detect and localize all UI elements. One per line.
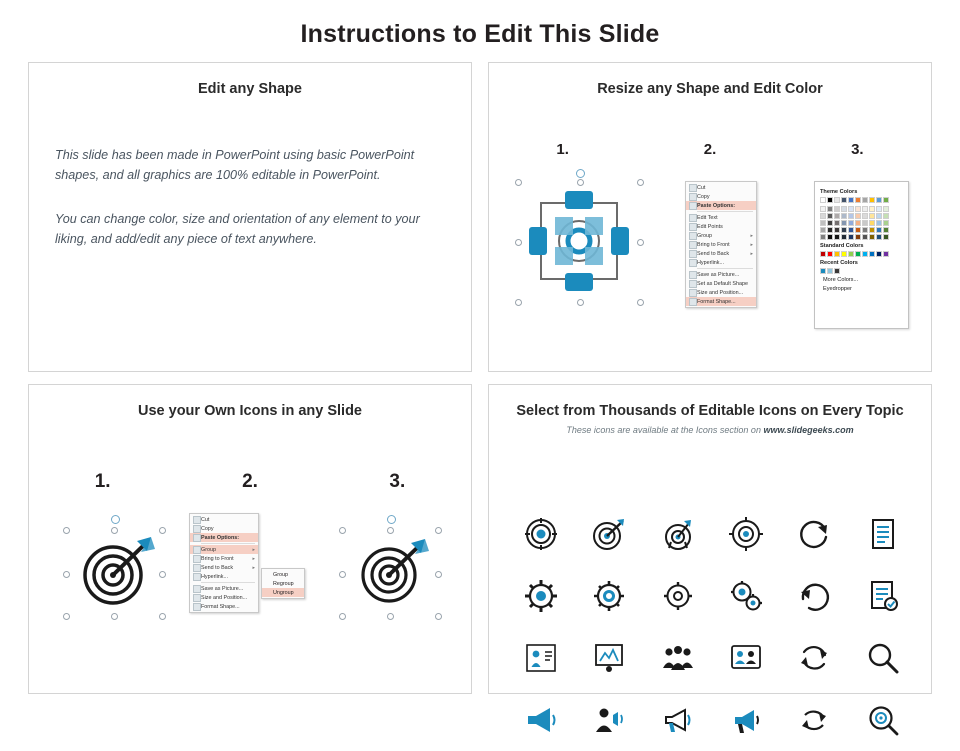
menu-item-send-to-back[interactable] bbox=[686, 249, 756, 258]
swatch[interactable] bbox=[841, 197, 847, 203]
menu-label: Paste Options: bbox=[697, 202, 736, 209]
chevron-right-icon: ▸ bbox=[750, 250, 753, 257]
menu-label: Format Shape... bbox=[697, 298, 736, 305]
target-dart-icon bbox=[347, 525, 437, 615]
panel-title-edit-shape: Edit any Shape bbox=[198, 81, 302, 97]
swatch[interactable] bbox=[876, 197, 882, 203]
recent-swatch-row[interactable] bbox=[820, 268, 903, 274]
menu-item-format-shape[interactable] bbox=[190, 602, 258, 611]
swatch[interactable] bbox=[820, 197, 826, 203]
resize-handle-nw[interactable] bbox=[63, 527, 70, 534]
chevron-right-icon: ▸ bbox=[252, 546, 255, 553]
shape-context-menu[interactable] bbox=[685, 181, 757, 308]
standard-colors-label: Standard Colors bbox=[820, 243, 864, 249]
refresh-clockwise-icon[interactable] bbox=[797, 517, 831, 551]
menu-separator bbox=[201, 543, 255, 544]
menu-item-size-and-position[interactable] bbox=[686, 288, 756, 297]
swatch-col[interactable] bbox=[827, 206, 833, 240]
rotation-handle[interactable] bbox=[387, 515, 396, 524]
swatch[interactable] bbox=[883, 251, 889, 257]
theme-colors-label: Theme Colors bbox=[820, 189, 858, 195]
send-back-icon bbox=[689, 250, 697, 258]
swatch[interactable] bbox=[862, 251, 868, 257]
panel-edit-shape bbox=[28, 62, 472, 372]
color-picker-panel[interactable] bbox=[814, 181, 909, 329]
person-podium-icon[interactable] bbox=[524, 641, 558, 675]
submenu-label: Regroup bbox=[273, 580, 294, 587]
menu-label: Group bbox=[201, 546, 216, 553]
submenu-item-ungroup[interactable] bbox=[262, 588, 304, 597]
menu-item-edit-points[interactable] bbox=[686, 222, 756, 231]
swatch[interactable] bbox=[834, 251, 840, 257]
menu-label: Cut bbox=[697, 184, 706, 191]
checklist-icon[interactable] bbox=[866, 579, 900, 613]
resize-handle-nw[interactable] bbox=[515, 179, 522, 186]
resize-handle-w[interactable] bbox=[63, 571, 70, 578]
hyperlink-icon bbox=[193, 573, 201, 581]
menu-label: Send to Back bbox=[201, 564, 234, 571]
swatch[interactable] bbox=[855, 197, 861, 203]
shape-svg bbox=[519, 181, 639, 301]
panel-title-own-icons: Use your Own Icons in any Slide bbox=[138, 403, 362, 419]
menu-item-cut[interactable] bbox=[686, 183, 756, 192]
swatch[interactable] bbox=[862, 197, 868, 203]
resize-handle-n[interactable] bbox=[111, 527, 118, 534]
menu-label: Edit Points bbox=[697, 223, 723, 230]
swatch[interactable] bbox=[876, 251, 882, 257]
swatch-col[interactable] bbox=[848, 206, 854, 240]
chevron-right-icon: ▸ bbox=[252, 564, 255, 571]
resize-handle-sw[interactable] bbox=[63, 613, 70, 620]
menu-label: Copy bbox=[201, 525, 214, 532]
editable-shape-graphic[interactable] bbox=[519, 181, 639, 301]
resize-handle-ne[interactable] bbox=[159, 527, 166, 534]
menu-label: Size and Position... bbox=[697, 289, 744, 296]
icon-library-subtitle bbox=[489, 425, 931, 435]
rotation-handle[interactable] bbox=[576, 169, 585, 178]
resize-step-3: 3. bbox=[851, 141, 864, 158]
hyperlink-icon bbox=[689, 259, 697, 267]
resize-handle-s[interactable] bbox=[387, 613, 394, 620]
menu-label: Save as Picture... bbox=[201, 585, 244, 592]
panel-grid bbox=[28, 62, 932, 694]
resize-handle-e[interactable] bbox=[435, 571, 442, 578]
resize-handle-w[interactable] bbox=[515, 239, 522, 246]
swatch[interactable] bbox=[827, 268, 833, 274]
target-circles-icon[interactable] bbox=[524, 517, 558, 551]
menu-label: Bring to Front bbox=[201, 555, 234, 562]
menu-label: Size and Position... bbox=[201, 594, 248, 601]
target-dartboard-icon[interactable] bbox=[661, 517, 695, 551]
cut-icon bbox=[193, 516, 201, 524]
resize-handle-se[interactable] bbox=[159, 613, 166, 620]
document-lines-icon[interactable] bbox=[866, 517, 900, 551]
menu-label: Set as Default Shape bbox=[697, 280, 748, 287]
gear-solid-icon[interactable] bbox=[524, 579, 558, 613]
swatch-col[interactable] bbox=[876, 206, 882, 240]
gear-outline-icon[interactable] bbox=[661, 579, 695, 613]
swatch-col[interactable] bbox=[869, 206, 875, 240]
chevron-right-icon: ▸ bbox=[750, 232, 753, 239]
menu-item-group[interactable] bbox=[686, 231, 756, 240]
swatch[interactable] bbox=[869, 197, 875, 203]
panel-title-icon-library: Select from Thousands of Editable Icons on Every Topic bbox=[516, 403, 904, 419]
menu-item-cut[interactable] bbox=[190, 515, 258, 524]
resize-handle-se[interactable] bbox=[637, 299, 644, 306]
more-colors-label: More Colors... bbox=[823, 277, 859, 283]
own-icons-step-3: 3. bbox=[389, 471, 406, 492]
icon-gallery bbox=[507, 503, 917, 751]
size-position-icon bbox=[193, 594, 201, 602]
panel-icon-library bbox=[488, 384, 932, 694]
resize-handle-s[interactable] bbox=[111, 613, 118, 620]
group-submenu[interactable] bbox=[261, 568, 305, 599]
swatch[interactable] bbox=[834, 197, 840, 203]
resize-handle-e[interactable] bbox=[159, 571, 166, 578]
menu-item-save-as-picture[interactable] bbox=[190, 584, 258, 593]
person-speaking-icon[interactable] bbox=[592, 703, 626, 737]
swatch[interactable] bbox=[820, 251, 826, 257]
copy-icon bbox=[193, 525, 201, 533]
submenu-label: Group bbox=[273, 571, 288, 578]
panel-own-icons bbox=[28, 384, 472, 694]
menu-item-group[interactable] bbox=[190, 545, 258, 554]
edit-text-icon bbox=[689, 214, 697, 222]
resize-handle-sw[interactable] bbox=[339, 613, 346, 620]
recent-colors-label: Recent Colors bbox=[820, 260, 858, 266]
menu-label: Group bbox=[697, 232, 712, 239]
menu-item-copy[interactable] bbox=[190, 524, 258, 533]
dart-icon-selected-1[interactable] bbox=[71, 525, 161, 615]
swatch[interactable] bbox=[827, 251, 833, 257]
panel-title-resize-shape: Resize any Shape and Edit Color bbox=[597, 81, 823, 97]
resize-handle-n[interactable] bbox=[387, 527, 394, 534]
resize-handle-w[interactable] bbox=[339, 571, 346, 578]
menu-item-paste-options[interactable] bbox=[686, 201, 756, 210]
cycle-arrows-icon[interactable] bbox=[797, 641, 831, 675]
menu-item-size-and-position[interactable] bbox=[190, 593, 258, 602]
recycle-arrows-icon[interactable] bbox=[797, 703, 831, 737]
menu-label: Send to Back bbox=[697, 250, 730, 257]
submenu-item-regroup[interactable] bbox=[262, 579, 304, 588]
menu-item-set-default-shape[interactable] bbox=[686, 279, 756, 288]
menu-label: Format Shape... bbox=[201, 603, 240, 610]
menu-separator bbox=[697, 268, 753, 269]
magnifier-icon[interactable] bbox=[866, 641, 900, 675]
eyedropper-label: Eyedropper bbox=[823, 286, 852, 292]
paste-icon bbox=[689, 202, 697, 210]
resize-handle-s[interactable] bbox=[577, 299, 584, 306]
format-shape-icon bbox=[193, 603, 201, 611]
subtitle-text: These icons are available at the Icons section on bbox=[566, 425, 764, 435]
resize-handle-nw[interactable] bbox=[339, 527, 346, 534]
site-url: www.slidegeeks.com bbox=[763, 425, 854, 435]
menu-label: Hyperlink... bbox=[201, 573, 228, 580]
menu-item-bring-to-front[interactable] bbox=[686, 240, 756, 249]
presentation-person-icon[interactable] bbox=[592, 641, 626, 675]
swatch[interactable] bbox=[869, 251, 875, 257]
menu-label: Paste Options: bbox=[201, 534, 240, 541]
resize-step-1: 1. bbox=[556, 141, 569, 158]
menu-label: Save as Picture... bbox=[697, 271, 740, 278]
menu-item-edit-text[interactable] bbox=[686, 213, 756, 222]
gears-double-icon[interactable] bbox=[729, 579, 763, 613]
save-picture-icon bbox=[193, 585, 201, 593]
team-meeting-icon[interactable] bbox=[729, 641, 763, 675]
swatch-col[interactable] bbox=[834, 206, 840, 240]
copy-icon bbox=[689, 193, 697, 201]
paste-icon bbox=[193, 534, 201, 542]
own-icons-step-2: 2. bbox=[242, 471, 258, 492]
resize-step-2: 2. bbox=[703, 141, 717, 158]
save-picture-icon bbox=[689, 271, 697, 279]
resize-handle-n[interactable] bbox=[577, 179, 584, 186]
menu-item-format-shape[interactable] bbox=[686, 297, 756, 306]
target-dart-icon bbox=[71, 525, 161, 615]
target-search-icon[interactable] bbox=[866, 703, 900, 737]
menu-item-paste-options[interactable] bbox=[190, 533, 258, 542]
cut-icon bbox=[689, 184, 697, 192]
bullhorn-icon[interactable] bbox=[661, 703, 695, 737]
menu-item-send-to-back[interactable] bbox=[190, 563, 258, 572]
swatch-col[interactable] bbox=[841, 206, 847, 240]
resize-handle-ne[interactable] bbox=[435, 527, 442, 534]
swatch[interactable] bbox=[848, 251, 854, 257]
default-shape-icon bbox=[689, 280, 697, 288]
resize-handle-e[interactable] bbox=[637, 239, 644, 246]
swatch[interactable] bbox=[834, 268, 840, 274]
announce-icon[interactable] bbox=[729, 703, 763, 737]
target-crosshair-icon[interactable] bbox=[729, 517, 763, 551]
edit-shape-paragraph-1: This slide has been made in PowerPoint using basic PowerPoint shapes, and all graphics are 100% editable in PowerPoint. bbox=[55, 148, 415, 182]
swatch-col[interactable] bbox=[862, 206, 868, 240]
icon-context-menu[interactable] bbox=[189, 513, 259, 613]
group-people-icon[interactable] bbox=[661, 641, 695, 675]
megaphone-icon[interactable] bbox=[524, 703, 558, 737]
swatch[interactable] bbox=[848, 197, 854, 203]
gear-cog-icon[interactable] bbox=[592, 579, 626, 613]
target-arrow-icon[interactable] bbox=[592, 517, 626, 551]
edit-shape-paragraph-2: You can change color, size and orientation of any element to your liking, and add/edit any piece of text anywhere. bbox=[55, 212, 420, 246]
swatch-col[interactable] bbox=[883, 206, 889, 240]
own-icons-step-1: 1. bbox=[94, 471, 111, 492]
standard-swatch-row[interactable] bbox=[820, 251, 903, 257]
panel-resize-shape bbox=[488, 62, 932, 372]
refresh-arrow-icon[interactable] bbox=[797, 579, 831, 613]
menu-item-hyperlink[interactable] bbox=[686, 258, 756, 267]
bring-front-icon bbox=[193, 555, 201, 563]
menu-label: Copy bbox=[697, 193, 710, 200]
send-back-icon bbox=[193, 564, 201, 572]
dart-icon-selected-3[interactable] bbox=[347, 525, 437, 615]
group-icon bbox=[193, 546, 201, 554]
chevron-right-icon: ▸ bbox=[252, 555, 255, 562]
menu-separator bbox=[201, 582, 255, 583]
menu-label: Bring to Front bbox=[697, 241, 730, 248]
swatch[interactable] bbox=[841, 251, 847, 257]
resize-handle-se[interactable] bbox=[435, 613, 442, 620]
menu-item-copy[interactable] bbox=[686, 192, 756, 201]
resize-handle-ne[interactable] bbox=[637, 179, 644, 186]
menu-label: Edit Text bbox=[697, 214, 718, 221]
menu-label: Hyperlink... bbox=[697, 259, 724, 266]
group-icon bbox=[689, 232, 697, 240]
page-title: Instructions to Edit This Slide bbox=[300, 20, 660, 48]
submenu-label: Ungroup bbox=[273, 589, 294, 596]
bring-front-icon bbox=[689, 241, 697, 249]
chevron-right-icon: ▸ bbox=[750, 241, 753, 248]
resize-handle-sw[interactable] bbox=[515, 299, 522, 306]
swatch[interactable] bbox=[827, 197, 833, 203]
edit-points-icon bbox=[689, 223, 697, 231]
submenu-item-group[interactable] bbox=[262, 570, 304, 579]
format-shape-icon bbox=[689, 298, 697, 306]
size-position-icon bbox=[689, 289, 697, 297]
eyedropper-item[interactable] bbox=[820, 286, 903, 292]
menu-separator bbox=[697, 211, 753, 212]
swatch[interactable] bbox=[820, 268, 826, 274]
menu-item-save-as-picture[interactable] bbox=[686, 270, 756, 279]
menu-label: Cut bbox=[201, 516, 210, 523]
swatch-col[interactable] bbox=[855, 206, 861, 240]
more-colors-item[interactable] bbox=[820, 277, 903, 283]
menu-item-bring-to-front[interactable] bbox=[190, 554, 258, 563]
swatch[interactable] bbox=[855, 251, 861, 257]
menu-item-hyperlink[interactable] bbox=[190, 572, 258, 581]
swatch-col[interactable] bbox=[820, 206, 826, 240]
theme-swatch-grid[interactable] bbox=[820, 206, 903, 240]
swatch[interactable] bbox=[883, 197, 889, 203]
rotation-handle[interactable] bbox=[111, 515, 120, 524]
